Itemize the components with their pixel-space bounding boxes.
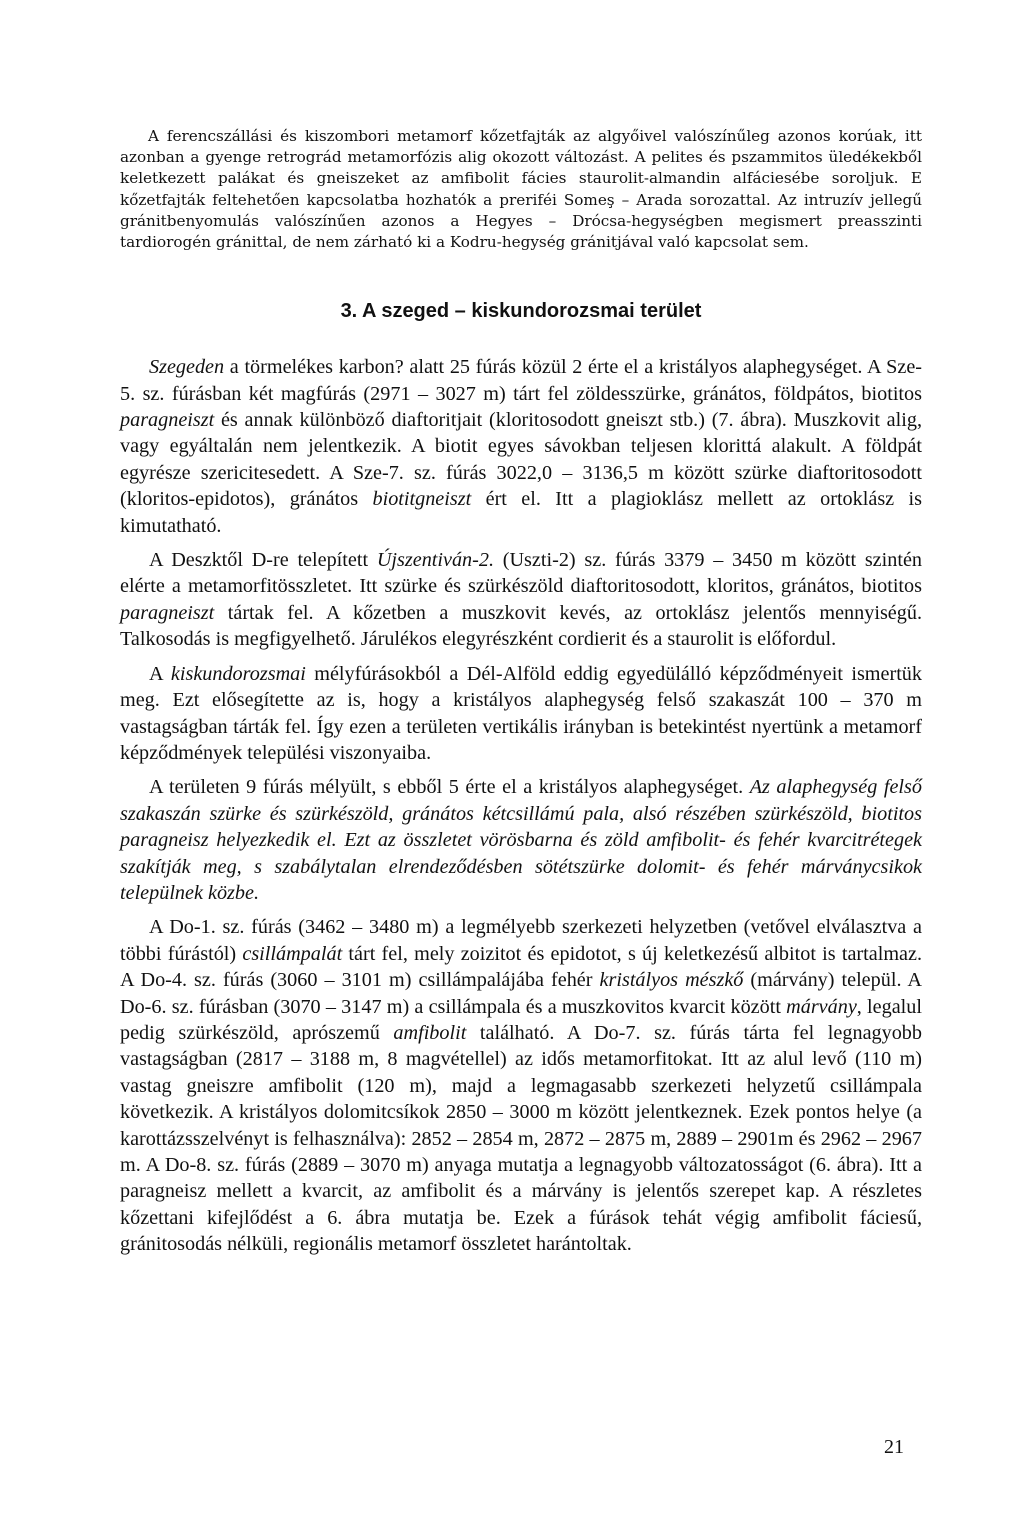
text-segment: amfibolit [393,1021,467,1044]
text-segment: Az alaphegység felső szakaszán szürke és szürkészöld, gránátos kétcsillámú pala, alsó részében szürkészöld, biotitos paragneisz helyezkedik el. Ezt az összletet vörösbarna és zöld amfibolit- és fehér kvarcitrétegek szakítják meg, s szabálytalan elrendeződésben sötétszürke dolomit- és fehér márványcsikok települnek közbe. [120,776,922,904]
text-segment: ért el. Itt a plagioklász mellett az ortoklász is kimutatható. [120,488,922,537]
text-segment: Szegeden [149,356,225,379]
text-segment: paragneiszt [120,409,215,432]
text-segment: tártak fel. A kőzetben a muszkovit kevés, az ortoklász jelentős mennyiségű. Talkosodás is megfigyelhető. Járulékos elegyrészként cordierit és a staurolit is előfordul. [120,601,922,651]
text-segment: A Deszktől D-re telepített [149,549,377,572]
text-segment: A [149,662,171,685]
body-paragraph [120,914,922,1257]
body-paragraph [120,354,922,539]
text-segment: mélyfúrásokból a Dél-Alföld eddig egyedülálló képződményeit ismertük meg. Ezt elősegítette az is, hogy a kristályos alaphegység felső szakaszát 100 – 370 m vastagságban tárták fel. Így ezen a területen vertikális irányban is betekintést nyertünk a metamorf képződmények települési viszonyaiba. [120,662,922,764]
text-segment: található. A Do-7. sz. fúrás tárta fel legnagyobb vastagságban (2817 – 3188 m, 8 magvétellel) az idős metamorfitokat. Itt az alul levő (110 m) vastag gneiszre amfibolit (120 m), majd a legmagasabb szerkezeti helyzetű csillámpala következik. A kristályos dolomitcsíkok 2850 – 3000 m között jelentkeznek. Ezek pontos helye (a karottázsszelvényt is felhasználva): 2852 – 2854 m, 2872 – 2875 m, 2889 – 2901m és 2962 – 2967 m. A Do-8. sz. fúrás (2889 – 3070 m) anyaga mutatja a legnagyobb változatosságot (6. ábra). Itt a paragneisz mellett a kvarcit, az amfibolit és a márvány is jelentős szerepet kap. A részletes kőzettani kifejlődést a 6. ábra mutatja be. Ezek a fúrások tehát végig amfibolit fáciesű, gránitosodás nélküli, regionális metamorf összletet harántoltak. [120,1021,922,1256]
intro-paragraph: A ferencszállási és kiszombori metamorf kőzetfajták az algyőivel valószínűleg azonos korúak, itt azonban a gyenge retrográd metamorfózis alig okozott változást. A pelites és pszammitos üledékekből keletkezett palákat és gneiszeket az amfibolit fácies staurolit-almandin alfáciesébe soroljuk. E kőzetfajták feltehetően kapcsolatba hozhatók a preriféi Someş – Arada sorozattal. Az intruzív jellegű gránitbenyomulás valószínűen azonos a Hegyes – Drócsa-hegységben megismert preasszinti tardiorogén gránittal, de nem zárható ki a Kodru-hegység gránitjával való kapcsolat sem. [120,127,922,252]
text-segment: tárt fel, mely zoizitot és epidotot, s új keletkezésű albitot is tartalmaz. A Do-4. sz. fúrás (3060 – 3101 m) csillámpalájába fehér [120,942,923,992]
text-segment: (Uszti-2) sz. fúrás 3379 – 3450 m között szintén elérte a metamorfitösszletet. Itt szürke és szürkészöld diaftoritosodott, kloritos, gránátos, biotitos [120,549,923,598]
section-title: 3. A szeged – kiskundorozsmai terület [340,300,702,323]
text-segment: paragneiszt [120,601,215,624]
text-segment: csillámpalát [242,942,343,965]
text-segment: kiskundorozsmai [170,662,306,685]
text-segment: a törmelékes karbon? alatt 25 fúrás közül 2 érte el a kristályos alaphegységet. A Sze-5. sz. fúrásban két magfúrás (2971 – 3027 m) tárt fel zöldesszürke, gránátos, földpátos, biotitos [120,356,922,405]
text-segment: A területen 9 fúrás mélyült, s ebből 5 érte el a kristályos alaphegységet. [149,776,750,799]
page-number: 21 [884,1436,904,1458]
text-segment: és annak különböző diaftoritjait (kloritosodott gneiszt stb.) (7. ábra). Muszkovit alig, vagy egyáltalán nem jelentkezik. A biotit egyes sávokban teljesen klorittá alakult. A földpát egyrésze szericitesedett. A Sze-7. sz. fúrás 3022,0 – 3136,5 m között szürke diaftoritosodott (kloritos-epidotos), gránátos [120,409,922,511]
body-paragraph [120,774,922,906]
text-segment: (márvány) települ. A Do-6. sz. fúrásban (3070 – 3147 m) a csillámpala és a muszkovitos kvarcit között [120,969,922,1018]
text-segment: A Do-1. sz. fúrás (3462 – 3480 m) a legmélyebb szerkezeti helyzetben (vetővel elválasztva a többi fúrástól) [120,916,922,965]
body-paragraph [120,547,922,653]
text-segment: márvány [786,995,857,1018]
text-segment: kristályos mészkő [599,969,744,992]
text-segment: Újszentiván-2. [376,549,495,572]
text-segment: biotitgneiszt [372,488,472,511]
body-paragraph [120,661,922,767]
page-content [120,126,922,1266]
text-segment: , legalul pedig szürkészöld, aprószemű [120,995,922,1044]
section-body [120,354,922,1257]
